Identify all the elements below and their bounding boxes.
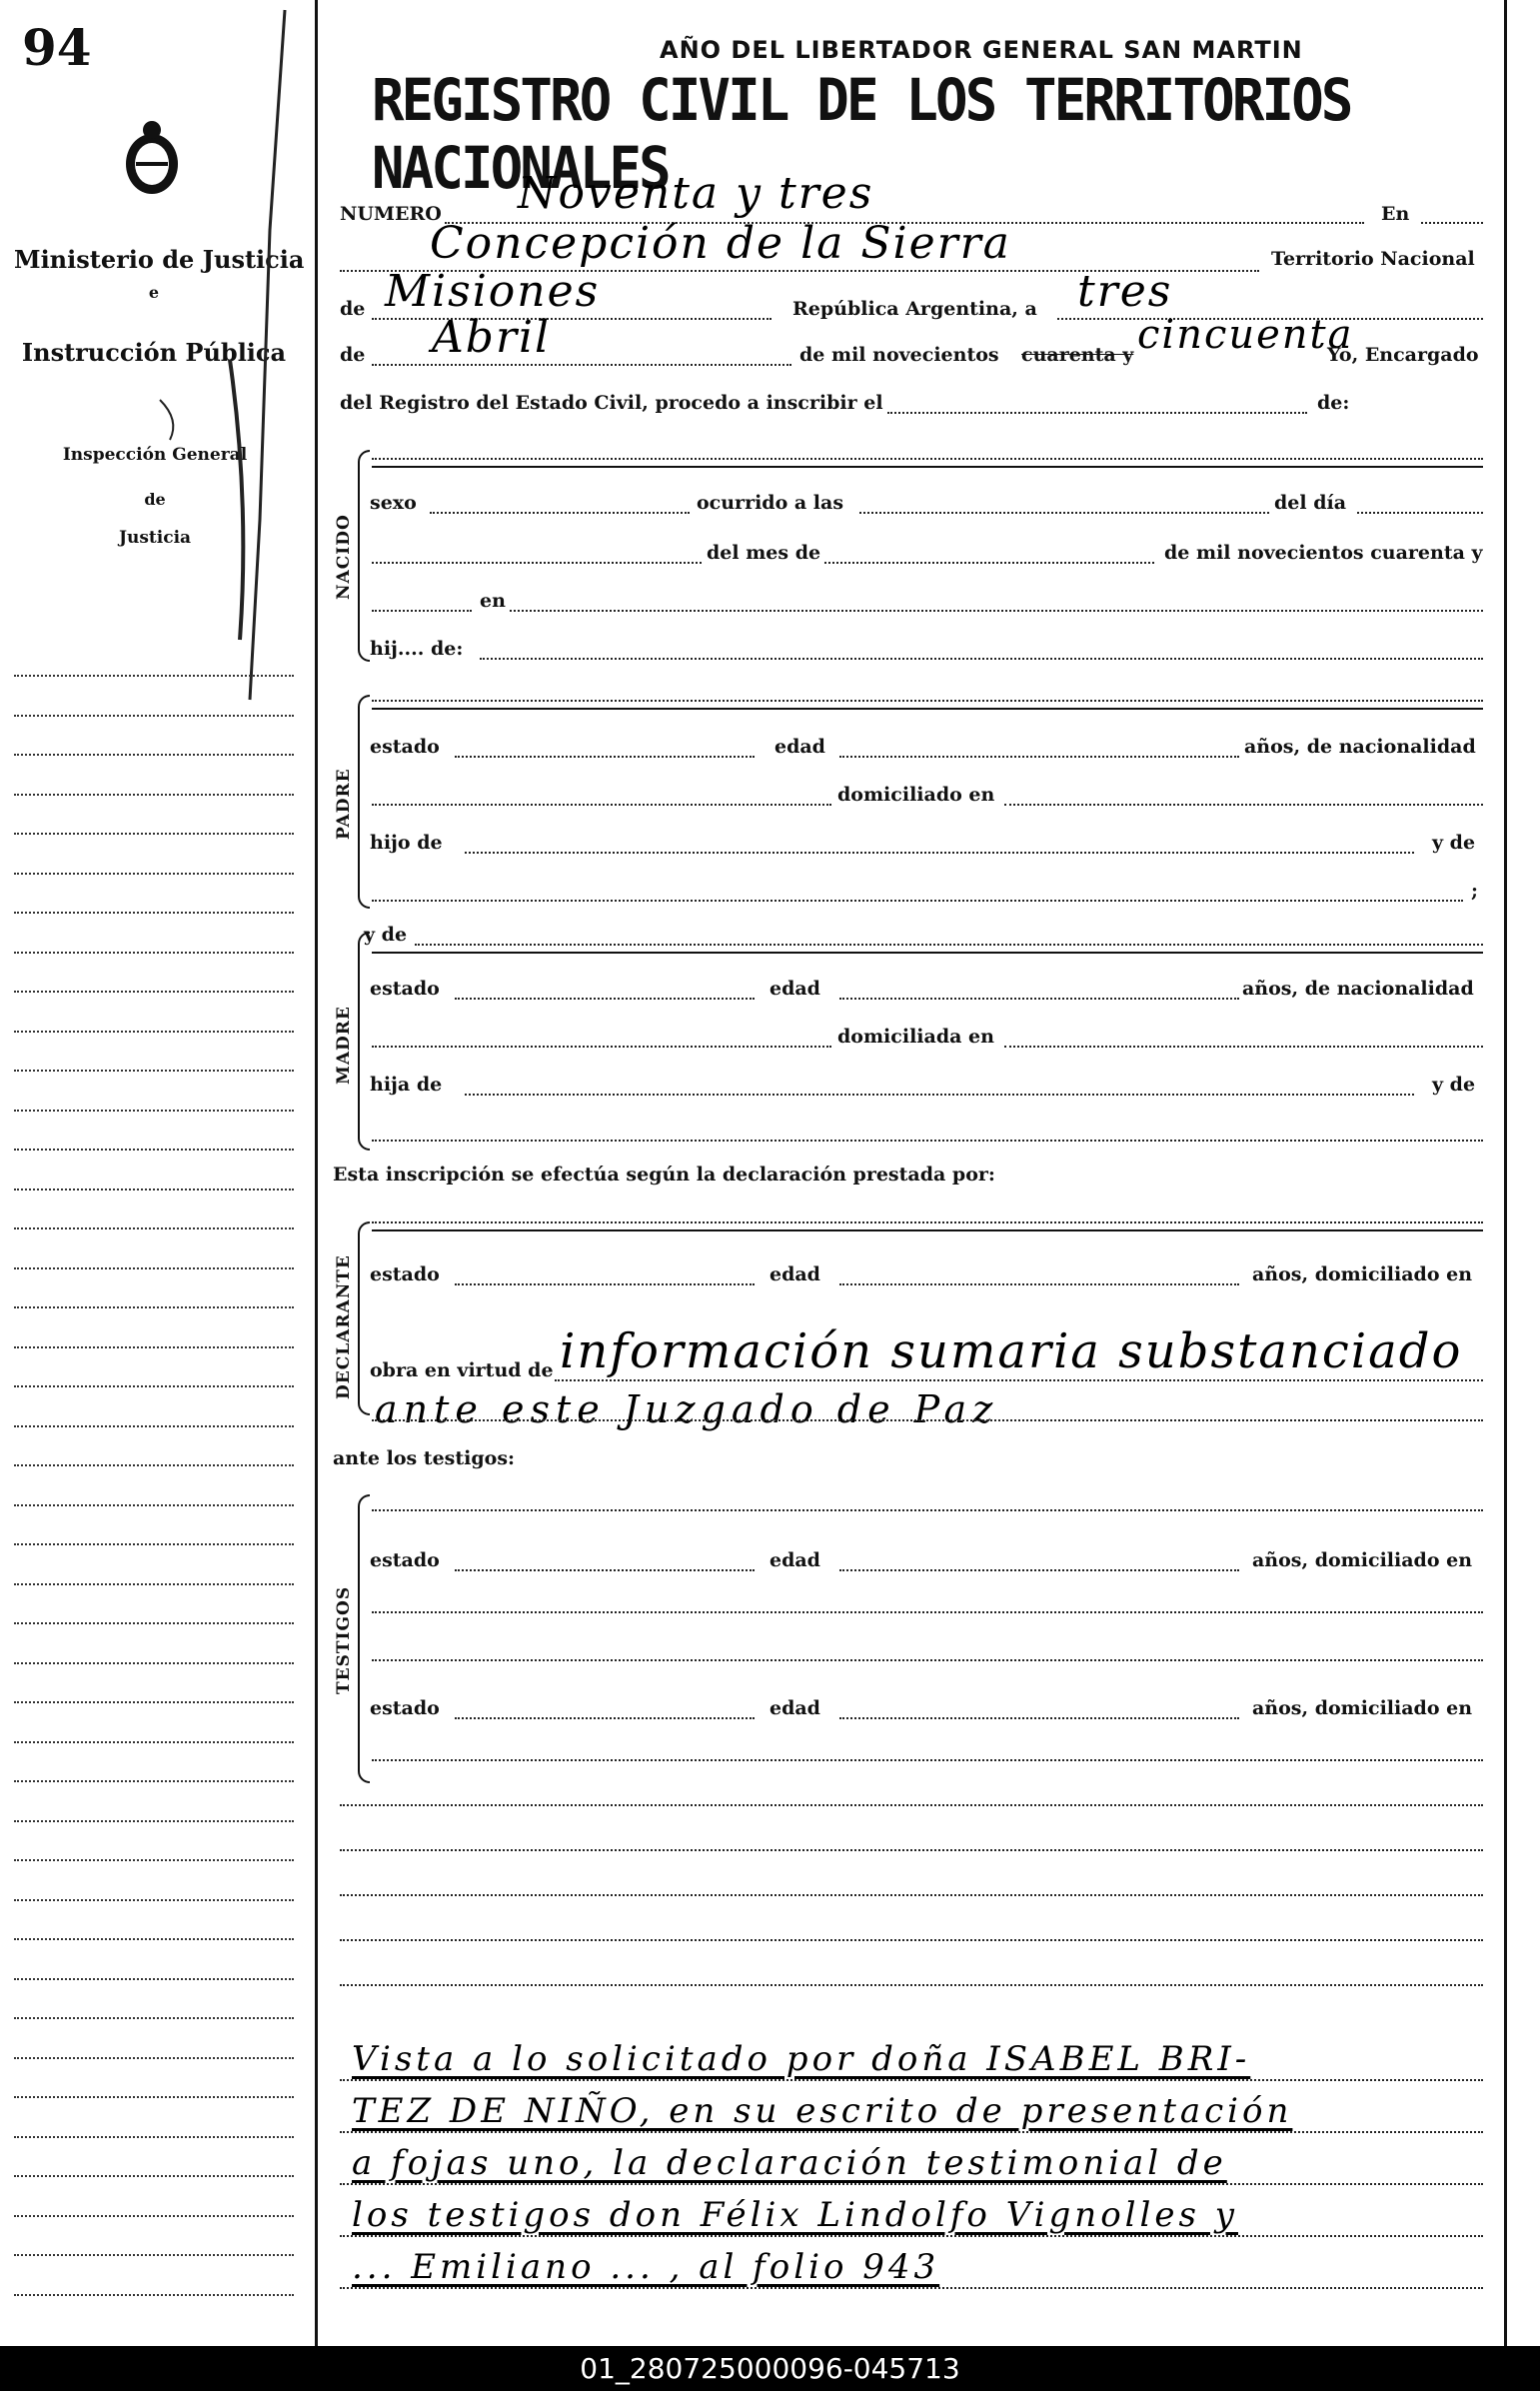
document-id-footer: 01_280725000096-045713 (0, 2346, 1540, 2391)
sidebar-rule (14, 1149, 294, 1151)
padre-semicolon: ; (1471, 880, 1479, 902)
ante-testigos-label: ante los testigos: (333, 1447, 516, 1469)
sidebar-rule (14, 1662, 294, 1664)
sidebar-rule (14, 1464, 294, 1466)
sidebar-rule (14, 675, 294, 677)
territory-value: Misiones (385, 266, 601, 317)
note-line-4: los testigos don Félix Lindolfo Vignolles y (352, 2195, 1238, 2235)
notes-rule (340, 2183, 1483, 2185)
day-value: tres (1077, 266, 1173, 317)
sidebar-rule (14, 1780, 294, 1782)
nacido-sexo: sexo (370, 492, 417, 514)
madre-domiciliada: domiciliada en (837, 1026, 994, 1048)
declarante-estado: estado (370, 1263, 440, 1285)
sidebar-rule (14, 1227, 294, 1229)
sidebar-rule (14, 2254, 294, 2256)
sidebar-rule (14, 991, 294, 993)
padre-edad: edad (774, 736, 825, 758)
sidebar-rule (14, 1543, 294, 1545)
sidebar-rule (14, 2215, 294, 2217)
sidebar-rule (14, 833, 294, 835)
inscripcion-label: Esta inscripción se efectúa según la declaración prestada por: (333, 1164, 995, 1186)
notes-rule (340, 2287, 1483, 2289)
ministry-e: e (148, 283, 160, 302)
notes-rule (340, 1984, 1483, 1986)
madre-estado: estado (370, 978, 440, 1000)
sidebar-rule (14, 1189, 294, 1191)
madre-y-de: y de (1432, 1074, 1476, 1096)
nacido-del-dia: del día (1274, 492, 1347, 514)
sidebar-rule (14, 1899, 294, 1901)
sidebar-rule (14, 1859, 294, 1861)
encargado-label: Yo, Encargado (1327, 344, 1479, 366)
sidebar-rule (14, 1346, 294, 1348)
month-value: Abril (432, 312, 552, 363)
testigos-edad1: edad (770, 1549, 820, 1571)
padre-y-de: y de (1432, 832, 1476, 854)
sidebar-rule (14, 1425, 294, 1427)
padre-hijo-de: hijo de (370, 832, 443, 854)
sidebar-rule (14, 1583, 294, 1585)
padre-anos: años, de nacionalidad (1244, 736, 1476, 758)
sidebar-rule (14, 715, 294, 717)
note-line-5: ... Emiliano ... , al folio 943 (352, 2247, 940, 2287)
notes-rule (340, 1849, 1483, 1851)
page-title: REGISTRO CIVIL DE LOS TERRITORIOS NACIONALES (372, 66, 1351, 202)
padre-domiciliado: domiciliado en (837, 784, 995, 806)
notes-rule (340, 2079, 1483, 2081)
numero-label: NUMERO (340, 203, 442, 225)
declarante-edad: edad (770, 1263, 820, 1285)
madre-anos: años, de nacionalidad (1242, 978, 1474, 1000)
sidebar-rule (14, 2096, 294, 2098)
republica-label: República Argentina, a (792, 298, 1037, 320)
declarante-obra: obra en virtud de (370, 1359, 554, 1381)
testigos-estado2: estado (370, 1697, 440, 1719)
nacido-del-mes: del mes de (707, 542, 821, 564)
nacido-ocurrido: ocurrido a las (697, 492, 844, 514)
declarante-section-label: DECLARANTE (334, 1254, 354, 1399)
sidebar-rule (14, 2175, 294, 2177)
nacido-section-label: NACIDO (334, 514, 354, 600)
notes-rule (340, 2235, 1483, 2237)
madre-y-de-top: y de (364, 924, 408, 946)
year-label: de mil novecientos (799, 344, 999, 366)
sidebar-rule (14, 1031, 294, 1033)
ministry-line2: Instrucción Pública (21, 338, 287, 367)
sidebar-rule (14, 2057, 294, 2059)
sidebar-rule (14, 1110, 294, 1112)
declarante-anos: años, domiciliado en (1252, 1263, 1473, 1285)
madre-section-label: MADRE (334, 1006, 354, 1085)
sidebar-rule (14, 2136, 294, 2138)
sidebar-rule (14, 1741, 294, 1743)
year-value: cincuenta (1137, 312, 1354, 358)
sidebar-rule (14, 1701, 294, 1703)
note-line-2: TEZ DE NIÑO, en su escrito de presentación (352, 2091, 1293, 2131)
sidebar-rule (14, 1938, 294, 1940)
testigos-section-label: TESTIGOS (334, 1585, 354, 1694)
sidebar-rule (14, 1070, 294, 1072)
testigos-anos1: años, domiciliado en (1252, 1549, 1473, 1571)
sidebar-rule (14, 1267, 294, 1269)
madre-edad: edad (770, 978, 820, 1000)
notes-rule (340, 2131, 1483, 2133)
testigos-estado1: estado (370, 1549, 440, 1571)
de-label: de (340, 298, 366, 320)
left-margin-line (315, 0, 318, 2346)
inspection-de: de (144, 490, 166, 509)
madre-hija-de: hija de (370, 1074, 443, 1096)
en-label: En (1381, 203, 1410, 225)
declarante-obra-value1: información sumaria substanciado (560, 1323, 1463, 1379)
nacido-hij: hij.... de: (370, 638, 464, 660)
sidebar-rule (14, 754, 294, 756)
sidebar-rule (14, 2294, 294, 2296)
right-margin-line (1504, 0, 1507, 2346)
year-struck: cuarenta y (1021, 344, 1134, 366)
sidebar-rule (14, 2017, 294, 2019)
sidebar-rule (14, 1306, 294, 1308)
registro-label: del Registro del Estado Civil, procedo a inscribir el (340, 392, 883, 414)
sidebar-rule (14, 1385, 294, 1387)
sidebar-rule (14, 1504, 294, 1506)
notes-rule (340, 1939, 1483, 1941)
territorio-label: Territorio Nacional (1271, 248, 1475, 270)
page-number: 94 (22, 18, 92, 77)
numero-value: Noventa y tres (518, 168, 874, 219)
sidebar-rule (14, 1622, 294, 1624)
padre-section-label: PADRE (334, 768, 354, 840)
header-top-line: AÑO DEL LIBERTADOR GENERAL SAN MARTIN (660, 36, 1303, 64)
de2-label: de (340, 344, 366, 366)
pen-marks (100, 0, 320, 720)
padre-estado: estado (370, 736, 440, 758)
notes-rule (340, 1894, 1483, 1896)
notes-rule (340, 1804, 1483, 1806)
sidebar-rule (14, 952, 294, 954)
sidebar-rule (14, 912, 294, 914)
sidebar-rule (14, 1978, 294, 1980)
nacido-de-mil: de mil novecientos cuarenta y (1164, 542, 1483, 564)
de3-label: de: (1317, 392, 1350, 414)
declarante-obra-value2: ante este Juzgado de Paz (375, 1387, 999, 1431)
sidebar-rule (14, 873, 294, 875)
ministry-line1: Ministerio de Justicia (14, 245, 305, 274)
inspection-line2: Justicia (118, 528, 192, 548)
place-value: Concepción de la Sierra (430, 218, 1011, 269)
note-line-1: Vista a lo solicitado por doña ISABEL BRI- (352, 2039, 1251, 2079)
nacido-en: en (480, 590, 506, 612)
note-line-3: a fojas uno, la declaración testimonial de (352, 2143, 1227, 2183)
sidebar-rule (14, 1820, 294, 1822)
testigos-anos2: años, domiciliado en (1252, 1697, 1473, 1719)
testigos-edad2: edad (770, 1697, 820, 1719)
inspection-line1: Inspección General (62, 445, 248, 465)
sidebar-rule (14, 794, 294, 796)
